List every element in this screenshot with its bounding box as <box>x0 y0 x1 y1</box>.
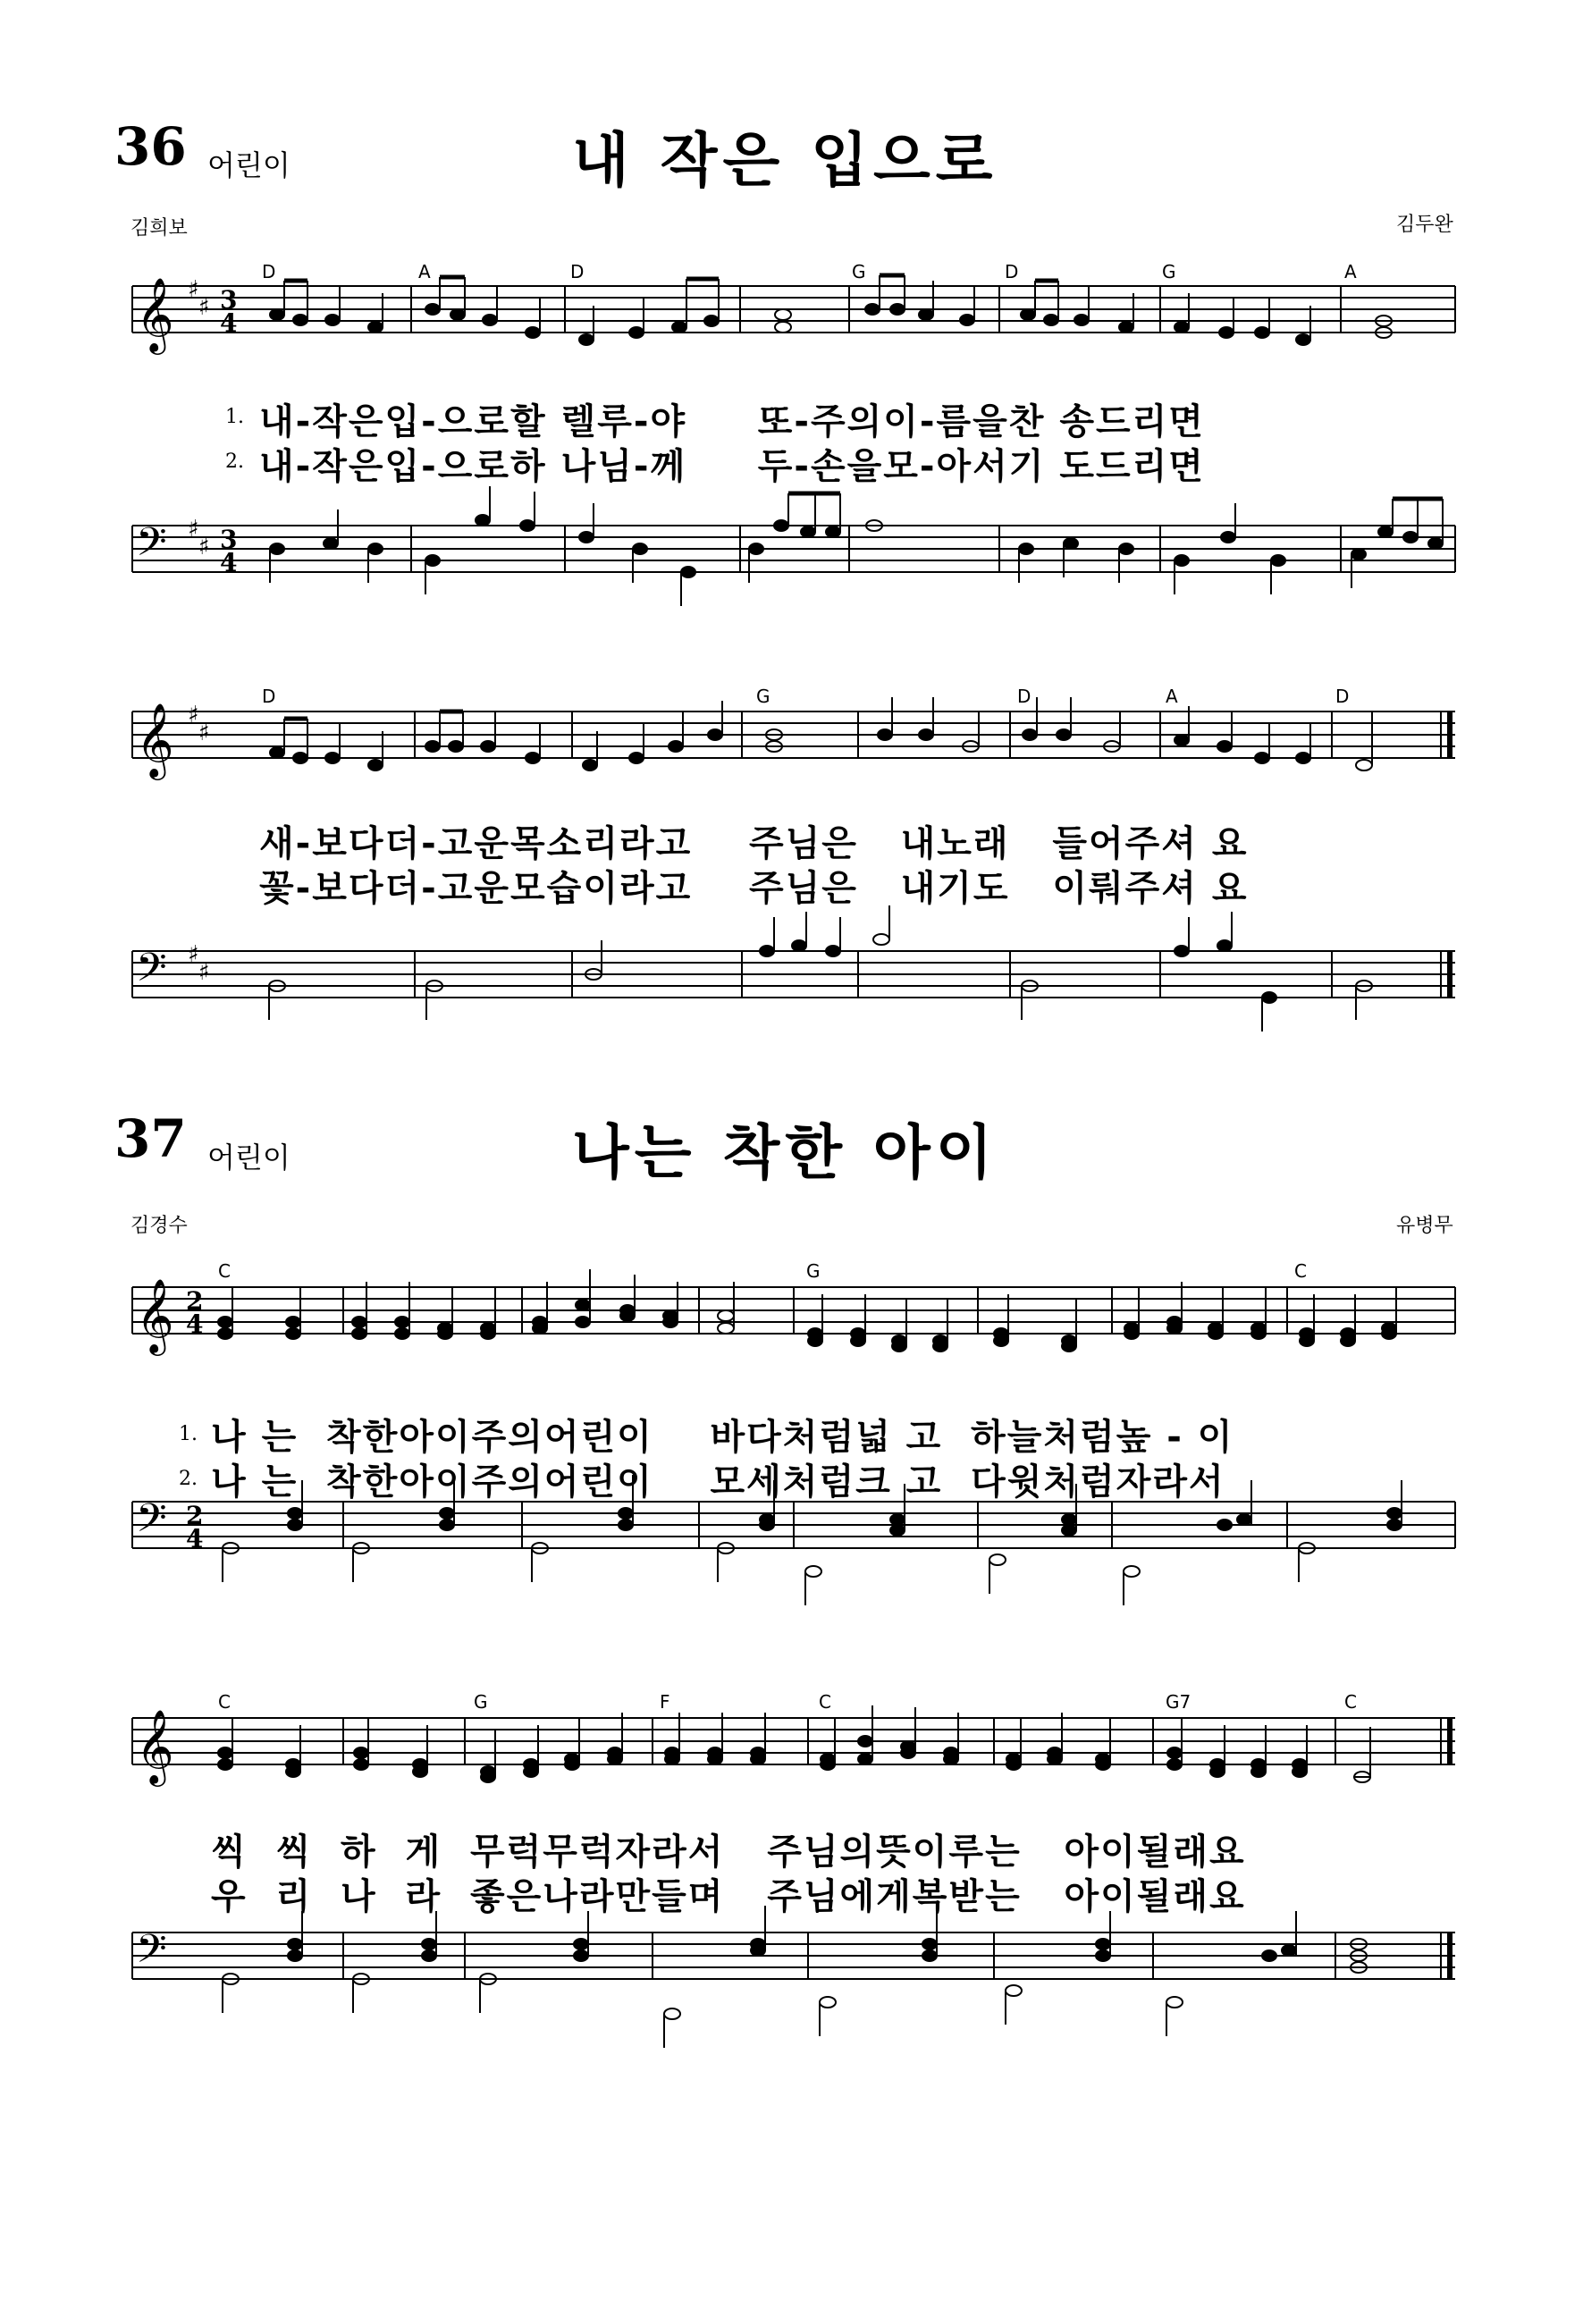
verse-number: 1. <box>225 406 244 428</box>
lyric-verse-1: 내-작은입-으로할 렐루-야 또-주의이-름을찬 송드리면 <box>259 401 1205 442</box>
time-signature-top: 3 <box>220 525 238 554</box>
time-signature-top: 2 <box>186 1286 204 1316</box>
chord-symbol: G <box>852 261 866 282</box>
chord-symbol: A <box>418 261 431 282</box>
lyric-verse-2: 나 는 착한아이주의어린이 모세처럼크 고 다윗처럼자라서 <box>211 1461 1225 1503</box>
chord-symbol: G <box>806 1260 821 1282</box>
chord-symbol: G <box>474 1691 488 1713</box>
time-signature-bottom: 4 <box>220 308 238 338</box>
chord-symbol: D <box>262 686 276 707</box>
chord-symbol: C <box>218 1691 231 1713</box>
lyric-verse-1: 씩 씩 하 게 무럭무럭자라서 주님의뜻이루는 아이될래요 <box>211 1831 1246 1873</box>
chord-symbol: G7 <box>1166 1691 1191 1713</box>
chord-symbol: C <box>819 1691 831 1713</box>
bass-clef-icon: 𝄢 <box>136 1925 167 1982</box>
chord-symbol: D <box>1017 686 1031 707</box>
time-signature-top: 3 <box>220 285 238 315</box>
chord-symbol: G <box>756 686 770 707</box>
composer: 유병무 <box>1396 1215 1453 1237</box>
chord-symbol: D <box>570 261 585 282</box>
chord-symbol: C <box>218 1260 231 1282</box>
lyricist: 김경수 <box>131 1215 188 1237</box>
chord-symbol: D <box>1335 686 1350 707</box>
key-sharp-icon: ♯ <box>198 720 210 746</box>
treble-clef-icon: 𝄞 <box>136 276 174 351</box>
key-sharp-icon: ♯ <box>188 516 199 543</box>
lyric-verse-2: 내-작은입-으로하 나님-께 두-손을모-아서기 도드리면 <box>259 446 1205 487</box>
bass-clef-icon: 𝄢 <box>136 518 167 575</box>
chord-symbol: A <box>1344 261 1357 282</box>
hymn-title: 내 작은 입으로 <box>572 126 998 195</box>
key-sharp-icon: ♯ <box>198 959 210 986</box>
chord-symbol: G <box>1162 261 1176 282</box>
chord-symbol: A <box>1166 686 1178 707</box>
time-signature-bottom: 4 <box>186 1524 204 1554</box>
verse-number: 2. <box>225 450 244 473</box>
chord-symbol: D <box>1005 261 1019 282</box>
hymn-category: 어린이 <box>207 148 290 182</box>
verse-number: 2. <box>179 1468 198 1490</box>
lyric-verse-1: 나 는 착한아이주의어린이 바다처럼넓 고 하늘처럼높 - 이 <box>211 1417 1234 1458</box>
chord-symbol: C <box>1344 1691 1357 1713</box>
time-signature-bottom: 4 <box>186 1309 204 1339</box>
key-sharp-icon: ♯ <box>198 294 210 321</box>
treble-clef-icon: 𝄞 <box>136 1708 174 1783</box>
hymn-number: 36 <box>114 116 187 177</box>
lyric-verse-1: 새-보다더-고운목소리라고 주님은 내노래 들어주셔 요 <box>259 823 1249 864</box>
composer: 김두완 <box>1396 214 1453 236</box>
lyricist: 김희보 <box>131 217 188 240</box>
treble-clef-icon: 𝄞 <box>136 1277 174 1352</box>
lyric-verse-2: 우 리 나 라 좋은나라만들며 주님에게복받는 아이될래요 <box>211 1876 1246 1917</box>
key-sharp-icon: ♯ <box>198 534 210 560</box>
lyric-verse-2: 꽃-보다더-고운모습이라고 주님은 내기도 이뤄주셔 요 <box>259 868 1249 909</box>
bass-clef-icon: 𝄢 <box>136 944 167 1000</box>
chord-symbol: C <box>1294 1260 1307 1282</box>
hymn-title: 나는 착한 아이 <box>572 1118 998 1187</box>
chord-symbol: F <box>660 1691 670 1713</box>
time-signature-top: 2 <box>186 1501 204 1530</box>
key-sharp-icon: ♯ <box>188 941 199 968</box>
treble-clef-icon: 𝄞 <box>136 702 174 777</box>
key-sharp-icon: ♯ <box>188 702 199 728</box>
chord-symbol: D <box>262 261 276 282</box>
hymn-category: 어린이 <box>207 1141 290 1175</box>
hymn-number: 37 <box>114 1108 187 1169</box>
bass-clef-icon: 𝄢 <box>136 1495 167 1551</box>
key-sharp-icon: ♯ <box>188 276 199 303</box>
verse-number: 1. <box>179 1423 198 1445</box>
time-signature-bottom: 4 <box>220 548 238 577</box>
